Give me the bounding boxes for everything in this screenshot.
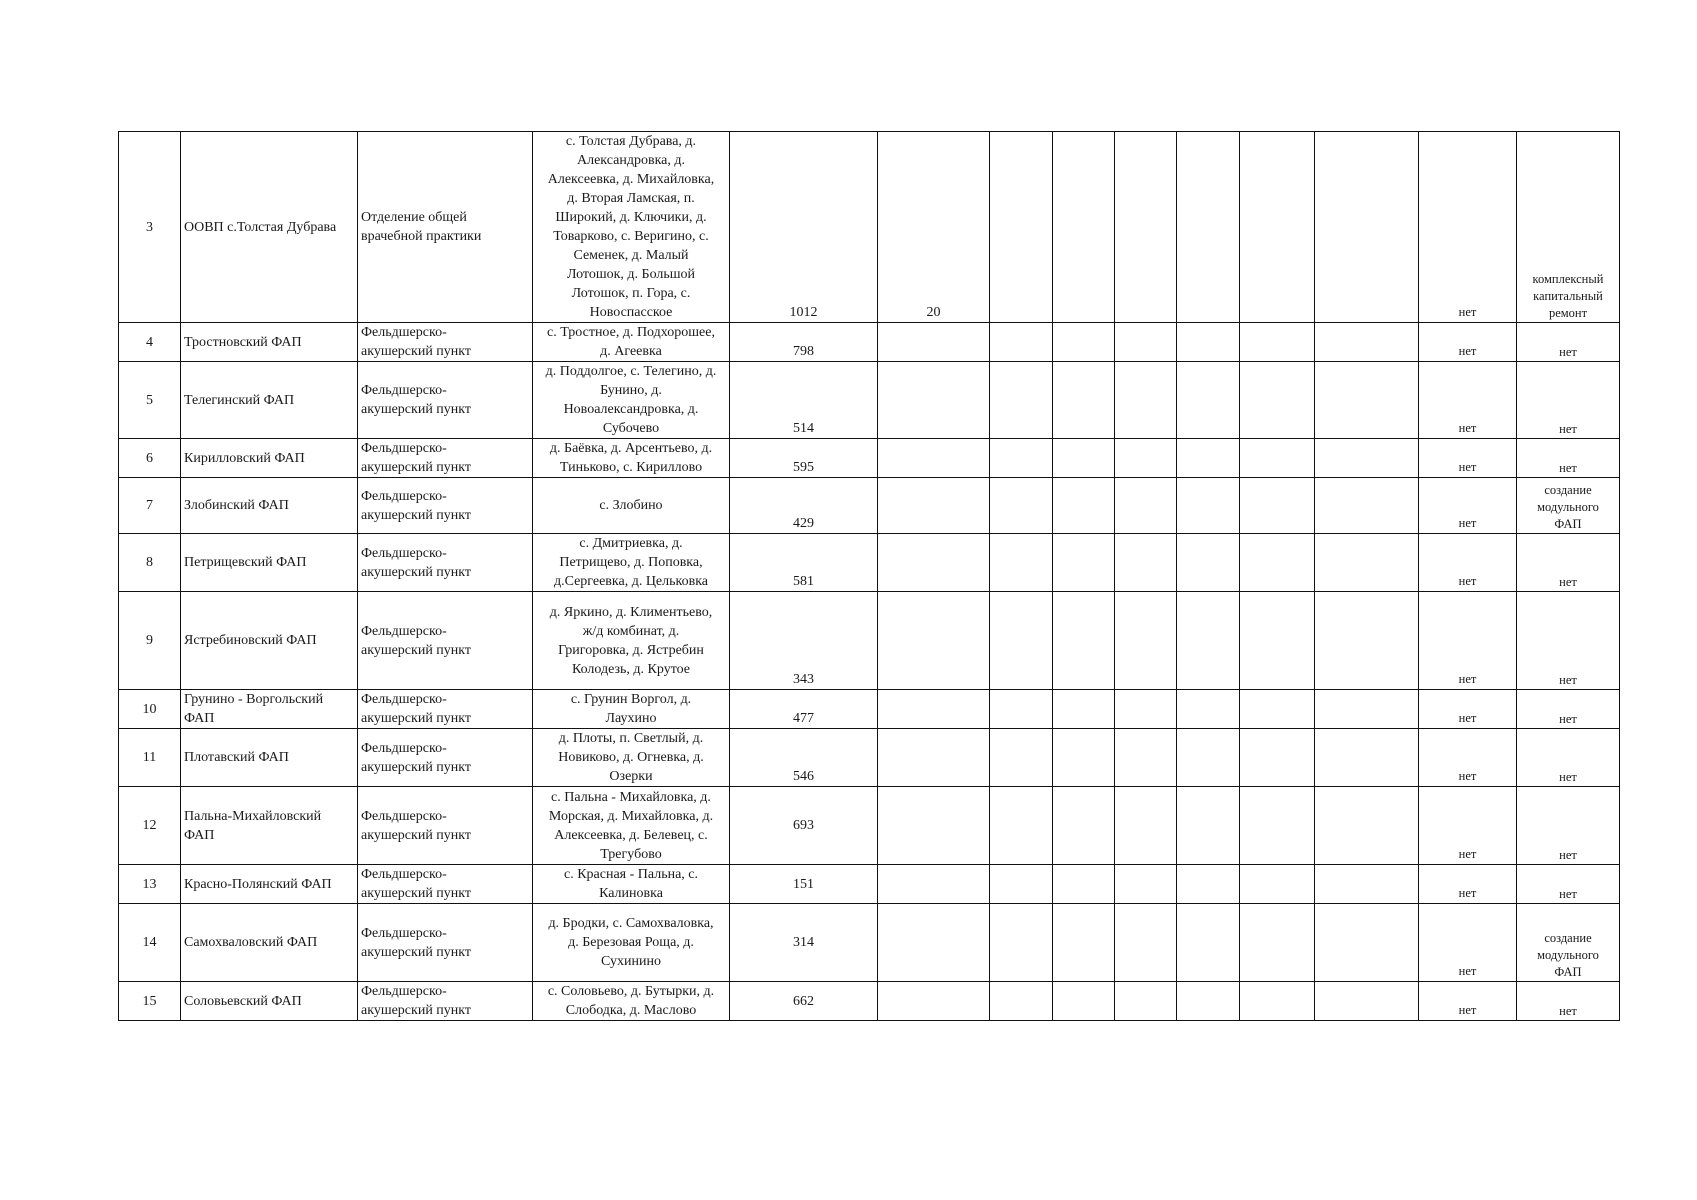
- served-villages-cell-line: с. Дмитриевка, д.: [579, 536, 683, 551]
- population-cell: 581: [730, 534, 878, 592]
- facility-type-cell-line: акушерский пункт: [361, 944, 472, 960]
- column-5-cell: [878, 787, 990, 865]
- row-number-cell: 5: [119, 362, 181, 439]
- column-6-cell: [990, 362, 1053, 439]
- served-villages-cell-line: Новиково, д. Огневка, д.: [558, 750, 704, 765]
- planned-action-cell: [1517, 439, 1620, 478]
- facility-type-cell-line: Фельдшерско-: [361, 545, 447, 561]
- column-6-cell: [990, 787, 1053, 865]
- served-villages-cell-line: с. Злобино: [599, 498, 663, 513]
- column-6-cell: [990, 534, 1053, 592]
- column-11-cell: [1315, 439, 1419, 478]
- column-7-cell: [1053, 904, 1115, 982]
- column-6-cell: [990, 729, 1053, 787]
- planned-action-cell: [1517, 132, 1620, 323]
- facility-type-cell-line: акушерский пункт: [361, 1003, 472, 1018]
- facility-name-cell: ООВП с.Толстая Дубрава: [181, 132, 358, 323]
- facility-type-cell-line: Фельдшерско-: [361, 383, 447, 398]
- facility-type-cell-line: Фельдшерско-: [361, 925, 447, 941]
- column-7-cell: [1053, 690, 1115, 729]
- facility-type-cell-line: Фельдшерско-: [361, 488, 447, 504]
- row-number-cell: 8: [119, 534, 181, 592]
- column-7-cell: [1053, 439, 1115, 478]
- facility-type-cell-line: Фельдшерско-: [361, 867, 447, 882]
- column-10-cell: [1240, 478, 1315, 534]
- availability-cell: нет: [1419, 132, 1517, 323]
- row-number-cell: 9: [119, 592, 181, 690]
- planned-action-cell-line: нет: [1559, 887, 1577, 901]
- facility-type-cell: [358, 690, 533, 729]
- served-villages-cell-line: Колодезь, д. Крутое: [571, 661, 691, 677]
- column-6-cell: [990, 323, 1053, 362]
- column-7-cell: [1053, 534, 1115, 592]
- served-villages-cell-line: Товарково, с. Веригино, с.: [553, 229, 709, 244]
- availability-cell: нет: [1419, 787, 1517, 865]
- column-8-cell: [1115, 323, 1177, 362]
- row-number-cell: 10: [119, 690, 181, 729]
- facility-type-cell-line: акушерский пункт: [361, 344, 472, 359]
- column-11-cell: [1315, 534, 1419, 592]
- facility-type-cell-line: акушерский пункт: [361, 402, 472, 417]
- facility-type-cell-line: акушерский пункт: [361, 564, 472, 580]
- served-villages-cell-line: с. Тростное, д. Подхорошее,: [547, 325, 715, 340]
- population-cell: 693: [730, 787, 878, 865]
- availability-cell: нет: [1419, 478, 1517, 534]
- population-cell: 1012: [730, 132, 878, 323]
- table-row: [119, 904, 1620, 982]
- planned-action-cell-line: модульного: [1537, 948, 1599, 962]
- column-8-cell: [1115, 592, 1177, 690]
- population-cell: 546: [730, 729, 878, 787]
- population-cell: 662: [730, 982, 878, 1021]
- planned-action-cell-line: капитальный: [1533, 289, 1603, 303]
- facility-type-cell-line: Фельдшерско-: [361, 325, 447, 340]
- planned-action-cell-line: ФАП: [1554, 965, 1582, 979]
- facility-name-cell: Плотавский ФАП: [181, 729, 358, 787]
- served-villages-cell: [533, 323, 730, 362]
- served-villages-cell-line: Петрищево, д. Поповка,: [559, 555, 703, 570]
- planned-action-cell: [1517, 323, 1620, 362]
- column-7-cell: [1053, 362, 1115, 439]
- population-cell: 314: [730, 904, 878, 982]
- column-10-cell: [1240, 904, 1315, 982]
- column-5-cell: [878, 592, 990, 690]
- column-5-cell: [878, 865, 990, 904]
- column-11-cell: [1315, 982, 1419, 1021]
- population-cell: 514: [730, 362, 878, 439]
- facility-type-cell: [358, 439, 533, 478]
- column-6-cell: [990, 865, 1053, 904]
- served-villages-cell-line: Александровка, д.: [576, 153, 685, 168]
- served-villages-cell: [533, 592, 730, 690]
- row-number-cell: 6: [119, 439, 181, 478]
- column-6-cell: [990, 132, 1053, 323]
- served-villages-cell: [533, 904, 730, 982]
- facility-type-cell: [358, 982, 533, 1021]
- row-number-cell: 15: [119, 982, 181, 1021]
- served-villages-cell-line: с. Грунин Воргол, д.: [570, 692, 692, 707]
- facility-type-cell-line: врачебной практики: [361, 229, 482, 244]
- served-villages-cell-line: Лотошок, д. Большой: [566, 267, 696, 282]
- column-9-cell: [1177, 323, 1240, 362]
- served-villages-cell-line: д. Вторая Ламская, п.: [567, 191, 695, 206]
- column-11-cell: [1315, 904, 1419, 982]
- planned-action-cell-line: ФАП: [1554, 517, 1582, 531]
- planned-action-cell: [1517, 534, 1620, 592]
- planned-action-cell-line: нет: [1559, 770, 1577, 784]
- column-10-cell: [1240, 592, 1315, 690]
- table-row: [119, 478, 1620, 534]
- facility-name-cell: Ястребиновский ФАП: [181, 592, 358, 690]
- population-cell: 151: [730, 865, 878, 904]
- table-row: [119, 982, 1620, 1021]
- column-8-cell: [1115, 132, 1177, 323]
- facility-name-cell: Кирилловский ФАП: [181, 439, 358, 478]
- served-villages-cell-line: Лаухино: [605, 711, 657, 726]
- availability-cell: нет: [1419, 982, 1517, 1021]
- table-row: [119, 592, 1620, 690]
- facility-type-cell: [358, 132, 533, 323]
- column-11-cell: [1315, 865, 1419, 904]
- column-6-cell: [990, 904, 1053, 982]
- served-villages-cell-line: с. Соловьево, д. Бутырки, д.: [547, 984, 715, 999]
- facility-type-cell: [358, 865, 533, 904]
- planned-action-cell: [1517, 982, 1620, 1021]
- facility-name-cell: Тростновский ФАП: [181, 323, 358, 362]
- served-villages-cell-line: д. Поддолгое, с. Телегино, д.: [545, 364, 717, 379]
- planned-action-cell-line: ремонт: [1548, 306, 1588, 320]
- row-number-cell: 13: [119, 865, 181, 904]
- planned-action-cell: [1517, 904, 1620, 982]
- served-villages-cell-line: Григоровка, д. Ястребин: [558, 642, 704, 658]
- planned-action-cell-line: нет: [1559, 575, 1577, 589]
- facility-table: [118, 131, 1620, 1021]
- table-row: [119, 439, 1620, 478]
- served-villages-cell-line: Алексеевка, д. Михайловка,: [547, 172, 715, 187]
- column-8-cell: [1115, 865, 1177, 904]
- facility-type-cell: [358, 323, 533, 362]
- column-10-cell: [1240, 865, 1315, 904]
- column-8-cell: [1115, 690, 1177, 729]
- planned-action-cell-line: создание: [1544, 931, 1592, 945]
- population-cell: 429: [730, 478, 878, 534]
- column-9-cell: [1177, 534, 1240, 592]
- facility-type-cell: [358, 729, 533, 787]
- planned-action-cell: [1517, 478, 1620, 534]
- facility-type-cell-line: акушерский пункт: [361, 711, 472, 726]
- column-6-cell: [990, 439, 1053, 478]
- served-villages-cell: [533, 729, 730, 787]
- facility-type-cell-line: акушерский пункт: [361, 886, 472, 901]
- column-8-cell: [1115, 729, 1177, 787]
- row-number-cell: 14: [119, 904, 181, 982]
- column-9-cell: [1177, 904, 1240, 982]
- column-7-cell: [1053, 478, 1115, 534]
- served-villages-cell-line: д. Бродки, с. Самохваловка,: [548, 916, 714, 931]
- column-5-cell: [878, 904, 990, 982]
- column-11-cell: [1315, 787, 1419, 865]
- column-8-cell: [1115, 362, 1177, 439]
- planned-action-cell: [1517, 865, 1620, 904]
- population-cell: 343: [730, 592, 878, 690]
- planned-action-cell-line: нет: [1559, 1004, 1577, 1018]
- facility-name-cell: Злобинский ФАП: [181, 478, 358, 534]
- table-row: [119, 787, 1620, 865]
- served-villages-cell-line: Морская, д. Михайловка, д.: [548, 808, 714, 824]
- served-villages-cell-line: с. Красная - Пальна, с.: [563, 867, 699, 882]
- facility-type-cell: [358, 592, 533, 690]
- column-9-cell: [1177, 787, 1240, 865]
- column-11-cell: [1315, 132, 1419, 323]
- facility-type-cell-line: Фельдшерско-: [361, 441, 447, 456]
- served-villages-cell-line: Сухинино: [601, 954, 661, 969]
- column-10-cell: [1240, 439, 1315, 478]
- column-6-cell: [990, 690, 1053, 729]
- row-number-cell: 3: [119, 132, 181, 323]
- served-villages-cell-line: Тиньково, с. Кириллово: [559, 460, 703, 475]
- served-villages-cell-line: д. Баёвка, д. Арсентьево, д.: [549, 441, 713, 456]
- column-11-cell: [1315, 592, 1419, 690]
- served-villages-cell-line: д. Березовая Роща, д.: [568, 935, 694, 950]
- column-8-cell: [1115, 439, 1177, 478]
- planned-action-cell: [1517, 787, 1620, 865]
- served-villages-cell-line: д. Яркино, д. Климентьево,: [549, 604, 713, 620]
- column-7-cell: [1053, 323, 1115, 362]
- planned-action-cell-line: нет: [1559, 712, 1577, 726]
- facility-type-cell-line: акушерский пункт: [361, 759, 472, 775]
- planned-action-cell-line: нет: [1559, 461, 1577, 475]
- column-10-cell: [1240, 534, 1315, 592]
- planned-action-cell: [1517, 592, 1620, 690]
- availability-cell: нет: [1419, 904, 1517, 982]
- planned-action-cell-line: нет: [1559, 848, 1577, 862]
- population-cell: 595: [730, 439, 878, 478]
- served-villages-cell: [533, 982, 730, 1021]
- population-cell: 798: [730, 323, 878, 362]
- facility-type-cell-line: Фельдшерско-: [361, 984, 447, 999]
- table-row: [119, 132, 1620, 323]
- column-11-cell: [1315, 362, 1419, 439]
- facility-type-cell-line: акушерский пункт: [361, 827, 472, 843]
- column-9-cell: [1177, 439, 1240, 478]
- facility-type-cell: [358, 787, 533, 865]
- availability-cell: нет: [1419, 323, 1517, 362]
- availability-cell: нет: [1419, 362, 1517, 439]
- served-villages-cell: [533, 362, 730, 439]
- column-6-cell: [990, 982, 1053, 1021]
- served-villages-cell-line: Калиновка: [599, 886, 663, 901]
- facility-name-cell: Красно-Полянский ФАП: [181, 865, 358, 904]
- column-10-cell: [1240, 132, 1315, 323]
- column-9-cell: [1177, 690, 1240, 729]
- column-5-cell: [878, 690, 990, 729]
- table-row: [119, 323, 1620, 362]
- column-9-cell: [1177, 982, 1240, 1021]
- served-villages-cell: [533, 787, 730, 865]
- facility-name-cell: Петрищевский ФАП: [181, 534, 358, 592]
- column-7-cell: [1053, 729, 1115, 787]
- availability-cell: нет: [1419, 865, 1517, 904]
- facility-type-cell-line: Фельдшерско-: [361, 623, 447, 639]
- column-11-cell: [1315, 690, 1419, 729]
- column-5-cell: 20: [878, 132, 990, 323]
- facility-name-cell: Телегинский ФАП: [181, 362, 358, 439]
- served-villages-cell: [533, 132, 730, 323]
- column-6-cell: [990, 592, 1053, 690]
- column-10-cell: [1240, 690, 1315, 729]
- availability-cell: нет: [1419, 534, 1517, 592]
- planned-action-cell: [1517, 729, 1620, 787]
- served-villages-cell-line: Бунино, д.: [600, 383, 662, 398]
- served-villages-cell-line: с. Толстая Дубрава, д.: [565, 134, 697, 149]
- served-villages-cell-line: Алексеевка, д. Белевец, с.: [554, 827, 708, 843]
- served-villages-cell-line: с. Пальна - Михайловка, д.: [551, 789, 711, 805]
- facility-type-cell-line: Отделение общей: [361, 210, 467, 225]
- column-10-cell: [1240, 362, 1315, 439]
- row-number-cell: 4: [119, 323, 181, 362]
- facility-type-cell-line: Фельдшерско-: [361, 740, 447, 756]
- column-7-cell: [1053, 787, 1115, 865]
- served-villages-cell: [533, 478, 730, 534]
- facility-type-cell-line: Фельдшерско-: [361, 692, 447, 707]
- planned-action-cell-line: нет: [1559, 422, 1577, 436]
- column-9-cell: [1177, 865, 1240, 904]
- served-villages-cell: [533, 690, 730, 729]
- column-11-cell: [1315, 729, 1419, 787]
- planned-action-cell-line: создание: [1544, 483, 1592, 497]
- table-row: [119, 865, 1620, 904]
- facility-type-cell-line: акушерский пункт: [361, 642, 472, 658]
- served-villages-cell-line: д.Сергеевка, д. Цельковка: [553, 574, 709, 589]
- column-7-cell: [1053, 982, 1115, 1021]
- served-villages-cell-line: ж/д комбинат, д.: [582, 623, 680, 639]
- served-villages-cell-line: Трегубово: [600, 846, 662, 862]
- column-7-cell: [1053, 865, 1115, 904]
- served-villages-cell: [533, 534, 730, 592]
- planned-action-cell: [1517, 690, 1620, 729]
- table-row: [119, 362, 1620, 439]
- row-number-cell: 11: [119, 729, 181, 787]
- column-5-cell: [878, 534, 990, 592]
- column-5-cell: [878, 439, 990, 478]
- facility-type-cell: [358, 478, 533, 534]
- served-villages-cell-line: Озерки: [609, 769, 653, 784]
- served-villages-cell-line: д. Агеевка: [600, 344, 662, 359]
- availability-cell: нет: [1419, 592, 1517, 690]
- facility-name-cell: Грунино - Воргольский ФАП: [181, 690, 358, 729]
- column-9-cell: [1177, 132, 1240, 323]
- facility-name-cell: Соловьевский ФАП: [181, 982, 358, 1021]
- row-number-cell: 12: [119, 787, 181, 865]
- served-villages-cell-line: д. Плоты, п. Светлый, д.: [558, 731, 704, 746]
- served-villages-cell-line: Семенек, д. Малый: [573, 248, 689, 263]
- served-villages-cell-line: Лотошок, п. Гора, с.: [571, 286, 691, 301]
- column-11-cell: [1315, 478, 1419, 534]
- planned-action-cell-line: нет: [1559, 345, 1577, 359]
- facility-name-cell: Самохваловский ФАП: [181, 904, 358, 982]
- column-9-cell: [1177, 592, 1240, 690]
- planned-action-cell-line: комплексный: [1532, 272, 1604, 286]
- facility-type-cell: [358, 362, 533, 439]
- column-10-cell: [1240, 982, 1315, 1021]
- facility-type-cell-line: акушерский пункт: [361, 460, 472, 475]
- served-villages-cell-line: Широкий, д. Ключики, д.: [555, 210, 707, 225]
- column-7-cell: [1053, 132, 1115, 323]
- column-8-cell: [1115, 534, 1177, 592]
- column-5-cell: [878, 362, 990, 439]
- availability-cell: нет: [1419, 690, 1517, 729]
- column-5-cell: [878, 323, 990, 362]
- availability-cell: нет: [1419, 439, 1517, 478]
- served-villages-cell-line: Слободка, д. Маслово: [565, 1003, 697, 1018]
- availability-cell: нет: [1419, 729, 1517, 787]
- served-villages-cell: [533, 865, 730, 904]
- table-row: [119, 534, 1620, 592]
- column-9-cell: [1177, 362, 1240, 439]
- planned-action-cell-line: модульного: [1537, 500, 1599, 514]
- column-9-cell: [1177, 478, 1240, 534]
- served-villages-cell-line: Новоспасское: [589, 305, 673, 320]
- served-villages-cell-line: Новоалександровка, д.: [563, 402, 699, 417]
- row-number-cell: 7: [119, 478, 181, 534]
- column-10-cell: [1240, 323, 1315, 362]
- population-cell: 477: [730, 690, 878, 729]
- planned-action-cell: [1517, 362, 1620, 439]
- column-6-cell: [990, 478, 1053, 534]
- planned-action-cell-line: нет: [1559, 673, 1577, 687]
- table-body: [119, 132, 1620, 1021]
- facility-type-cell: [358, 534, 533, 592]
- facility-name-cell: Пальна-Михайловский ФАП: [181, 787, 358, 865]
- facility-type-cell-line: акушерский пункт: [361, 507, 472, 523]
- column-7-cell: [1053, 592, 1115, 690]
- column-11-cell: [1315, 323, 1419, 362]
- table-row: [119, 690, 1620, 729]
- facility-type-cell: [358, 904, 533, 982]
- served-villages-cell-line: Субочево: [602, 421, 660, 436]
- column-9-cell: [1177, 729, 1240, 787]
- column-8-cell: [1115, 982, 1177, 1021]
- column-8-cell: [1115, 478, 1177, 534]
- column-5-cell: [878, 478, 990, 534]
- column-8-cell: [1115, 787, 1177, 865]
- column-10-cell: [1240, 729, 1315, 787]
- column-8-cell: [1115, 904, 1177, 982]
- column-10-cell: [1240, 787, 1315, 865]
- column-5-cell: [878, 982, 990, 1021]
- column-5-cell: [878, 729, 990, 787]
- facility-type-cell-line: Фельдшерско-: [361, 808, 447, 824]
- table-row: [119, 729, 1620, 787]
- served-villages-cell: [533, 439, 730, 478]
